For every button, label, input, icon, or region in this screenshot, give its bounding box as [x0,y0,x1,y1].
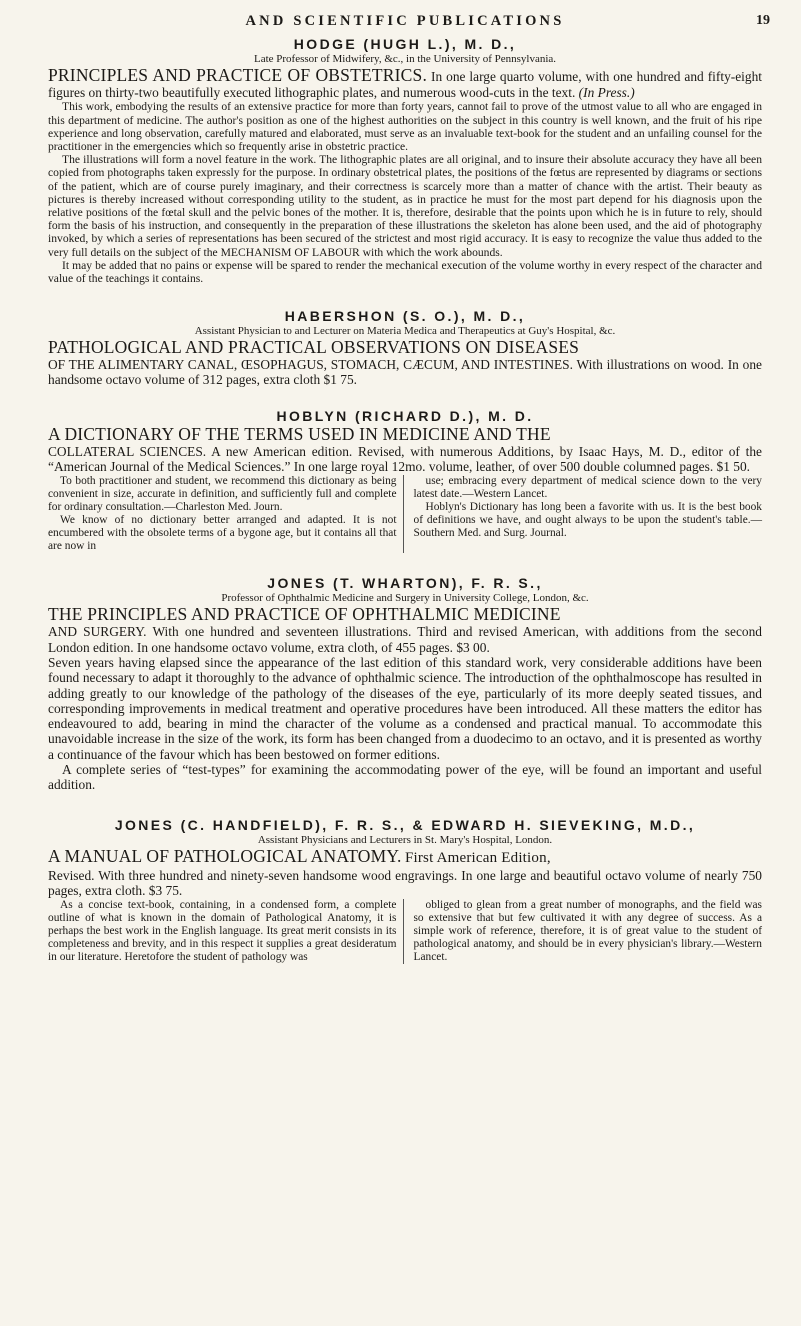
review-sentence: use; embracing every department of medical science down to the very latest date.—Western Lancet. [413,475,762,501]
author-heading: HODGE (HUGH L.), M. D., [293,36,517,52]
review-sentence: To both practitioner and student, we recommend this dictionary as being convenient in size, accurate in definition, and sufficiently full and complete for ordinary consultation.—Charleston Med. Journ. [48,475,397,514]
review-columns [48,475,762,553]
book-subtitle: COLLATERAL SCIENCES. [48,443,207,459]
book-title-line [48,66,762,100]
review-columns [48,899,762,964]
review-column-right [414,475,763,553]
book-details: With illustrations on wood. In one handsome octavo volume of 312 pages, extra cloth $1 75. [48,357,762,388]
author-heading: JONES (T. WHARTON), F. R. S., [267,575,543,592]
running-head [48,6,770,36]
running-head-title: AND SCIENTIFIC PUBLICATIONS [245,13,565,29]
review-paragraph: This work, embodying the results of an extensive practice for more than forty years, cannot fail to prove of the utmost value to all who are engaged in this department of medicine. The author's position as one of the highest authorities on the subject in this country is well known, and the fruit of his ripe experience and long observation, carefully matured and elaborated, must serve as an invaluable text-book for the student and an unfailing counsel for the practitioner in the emergencies which so frequently arise in obstetric practice. [48,100,762,153]
entry-habershon [48,308,762,388]
review-sentence: Hoblyn's Dictionary has long been a favorite with us. It is the best book of definitions we have, and ought always to be upon the student's table.—Southern Med. and Surg. Journal. [413,501,762,540]
book-description [48,444,762,475]
review-column-left [48,899,404,964]
page-number: 19 [756,13,770,28]
author-credentials: Assistant Physician to and Lecturer on Materia Medica and Therapeutics at Guy's Hospital, &c. [194,325,616,338]
entry-hodge [48,36,762,285]
review-column-left [48,475,404,553]
author-heading: HOBLYN (RICHARD D.), M. D. [276,407,534,424]
book-title: A MANUAL OF PATHOLOGICAL ANATOMY. [48,845,402,866]
author-credentials: Late Professor of Midwifery, &c., in the University of Pennsylvania. [253,53,557,65]
book-description [48,357,762,388]
review-text [414,475,763,540]
catalogue-page [48,0,770,964]
review-paragraph: The illustrations will form a novel feature in the work. The lithographic plates are all original, and to insure their absolute accuracy they have all been copied from photographs taken expressly for the purpose. In ordinary obstetrical plates, the positions of the fœtus are represented by diagrams or sections of the patient, which are of course purely imaginary, and their correctness is scarcely more than a matter of chance with the artist. Their beauty as pictures is thereby increased without corresponding utility to the student, as in practice he must for the most part depend for his diagnosis upon the relative positions of the fœtal skull and the pelvic bones of the mother. It is, therefore, desirable that the points upon which he is in future to rely, should form the basis of his instruction, and consequently in the preparation of these illustrations the skeleton has alone been used, and the aid of photography invoked, by which a series of representations has been secured of the strictest and most rigid accuracy. It is easy to recognize the value thus added to the very full details on the subject of the MECHANISM OF LABOUR with which the work abounds. [48,153,762,259]
review-text: As a concise text-book, containing, in a condensed form, a complete outline of what is known in the domain of Pathological Anatomy, it is perhaps the best work in the English language. Its great merit consists in its completeness and brevity, and in this respect it supplies a great desideratum in our literature. Heretofore the student of pathology was [48,899,397,964]
book-subtitle: AND SURGERY. [48,624,147,640]
review-paragraph: A complete series of “test-types” for examining the accommodating power of the eye, will be found an important and useful addition. [48,762,762,793]
book-details: A new American edition. Revised, with numerous Additions, by Isaac Hays, M. D., editor of the “American Journal of the Medical Sciences.” In one large royal 12mo. volume, leather, of over 500 double columned pages. $1 50. [48,443,763,475]
author-heading: JONES (C. HANDFIELD), F. R. S., & EDWARD H. SIEVEKING, M.D., [114,816,696,833]
book-description: In one large quarto volume, with one hundred and fifty-eight figures on thirty-two beautifully executed lithographic plates, and numerous wood-cuts in the text. [48,69,762,100]
book-title: A DICTIONARY OF THE TERMS USED IN MEDICINE AND THE [48,423,551,444]
review-sentence: We know of no dictionary better arranged and adapted. It is not encumbered with the obsolete terms of a bygone age, but it contains all that are now in [48,514,397,553]
entry-hoblyn [48,408,762,554]
book-title: PRINCIPLES AND PRACTICE OF OBSTETRICS. [48,65,428,85]
book-title-line [48,847,762,868]
review-text: obliged to glean from a great number of monographs, and the field was so extensive that but few cultivated it with any degree of success. As a simple work of reference, therefore, it is of great value to the student of pathological anatomy, and should be in every physician's library.—Western Lancet. [413,899,762,964]
book-description [48,624,762,655]
author-credentials: Assistant Physicians and Lecturers in St. Mary's Hospital, London. [257,833,553,846]
entry-jones-wharton [48,575,762,792]
book-details: With one hundred and seventeen illustrations. Third and revised American, with additions from the second London edition. In one handsome octavo volume, extra cloth, of 455 pages. $3 00. [48,624,762,655]
book-details: Revised. With three hundred and ninety-seven handsome wood engravings. In one large and beautiful octavo volume of nearly 750 pages, extra cloth. $3 75. [48,867,762,898]
book-subtitle: OF THE ALIMENTARY CANAL, ŒSOPHAGUS, STOMACH, CÆCUM, AND INTESTINES. [48,357,573,373]
book-title: THE PRINCIPLES AND PRACTICE OF OPHTHALMIC MEDICINE [48,604,561,625]
book-title: PATHOLOGICAL AND PRACTICAL OBSERVATIONS ON DISEASES [48,337,580,358]
review-paragraph: It may be added that no pains or expense will be spared to render the mechanical execution of the volume worthy in every respect of the character and value of the teachings it contains. [48,258,762,285]
press-note: (In Press.) [578,85,635,100]
entry-jones-sieveking [48,817,762,965]
edition-note: First American Edition, [404,849,551,866]
author-credentials: Professor of Ophthalmic Medicine and Surgery in University College, London, &c. [221,592,589,605]
review-column-right [414,899,763,964]
review-paragraph: Seven years having elapsed since the appearance of the last edition of this standard work, very considerable additions have been found necessary to adapt it thoroughly to the advance of ophthalmic science. The introduction of the ophthalmoscope has resulted in adding greatly to our knowledge of the pathology of the diseases of the eye, particularly of its more deeply seated tissues, and corresponding improvements in medical treatment and operative procedures have been introduced. All these matters the editor has endeavoured to add, bearing in mind the character of the volume as a condensed and practical manual. To accommodate this unavoidable increase in the size of the work, its form has been changed from a duodecimo to an octavo, and it is presented as worthy a continuance of the favour which has been bestowed on former editions. [48,654,762,762]
review-text [48,475,397,553]
author-heading: HABERSHON (S. O.), M. D., [284,308,526,325]
